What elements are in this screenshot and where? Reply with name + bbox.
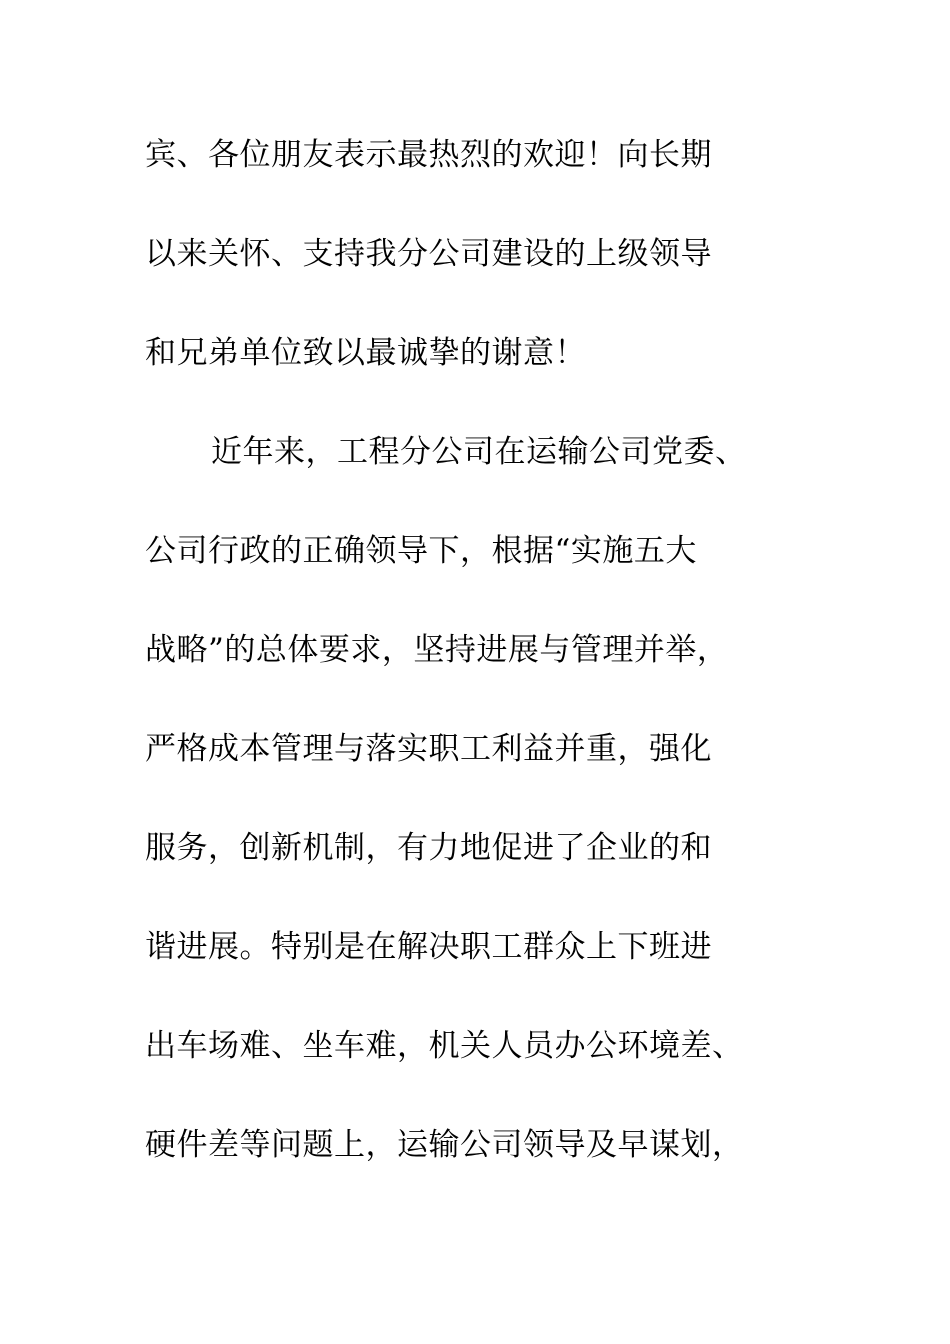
text-line: 谐进展。特别是在解决职工群众上下班进 xyxy=(145,929,712,965)
text-line: 硬件差等问题上，运输公司领导及早谋划， xyxy=(145,1127,744,1163)
text-line: 宾、各位朋友表示最热烈的欢迎！向长期 xyxy=(145,137,712,173)
text-line: 严格成本管理与落实职工利益并重，强化 xyxy=(145,731,712,767)
paragraph-first-line: 近年来，工程分公司在运输公司党委、 xyxy=(211,434,747,470)
text-line: 出车场难、坐车难，机关人员办公环境差、 xyxy=(145,1028,744,1064)
text-line: 公司行政的正确领导下，根据“实施五大 xyxy=(145,533,697,569)
text-line: 服务，创新机制，有力地促进了企业的和 xyxy=(145,830,712,866)
text-line: 战略”的总体要求，坚持进展与管理并举， xyxy=(145,632,729,668)
text-line: 以来关怀、支持我分公司建设的上级领导 xyxy=(145,236,712,272)
document-body xyxy=(145,126,825,1215)
text-line: 和兄弟单位致以最诚挚的谢意！ xyxy=(145,335,586,371)
